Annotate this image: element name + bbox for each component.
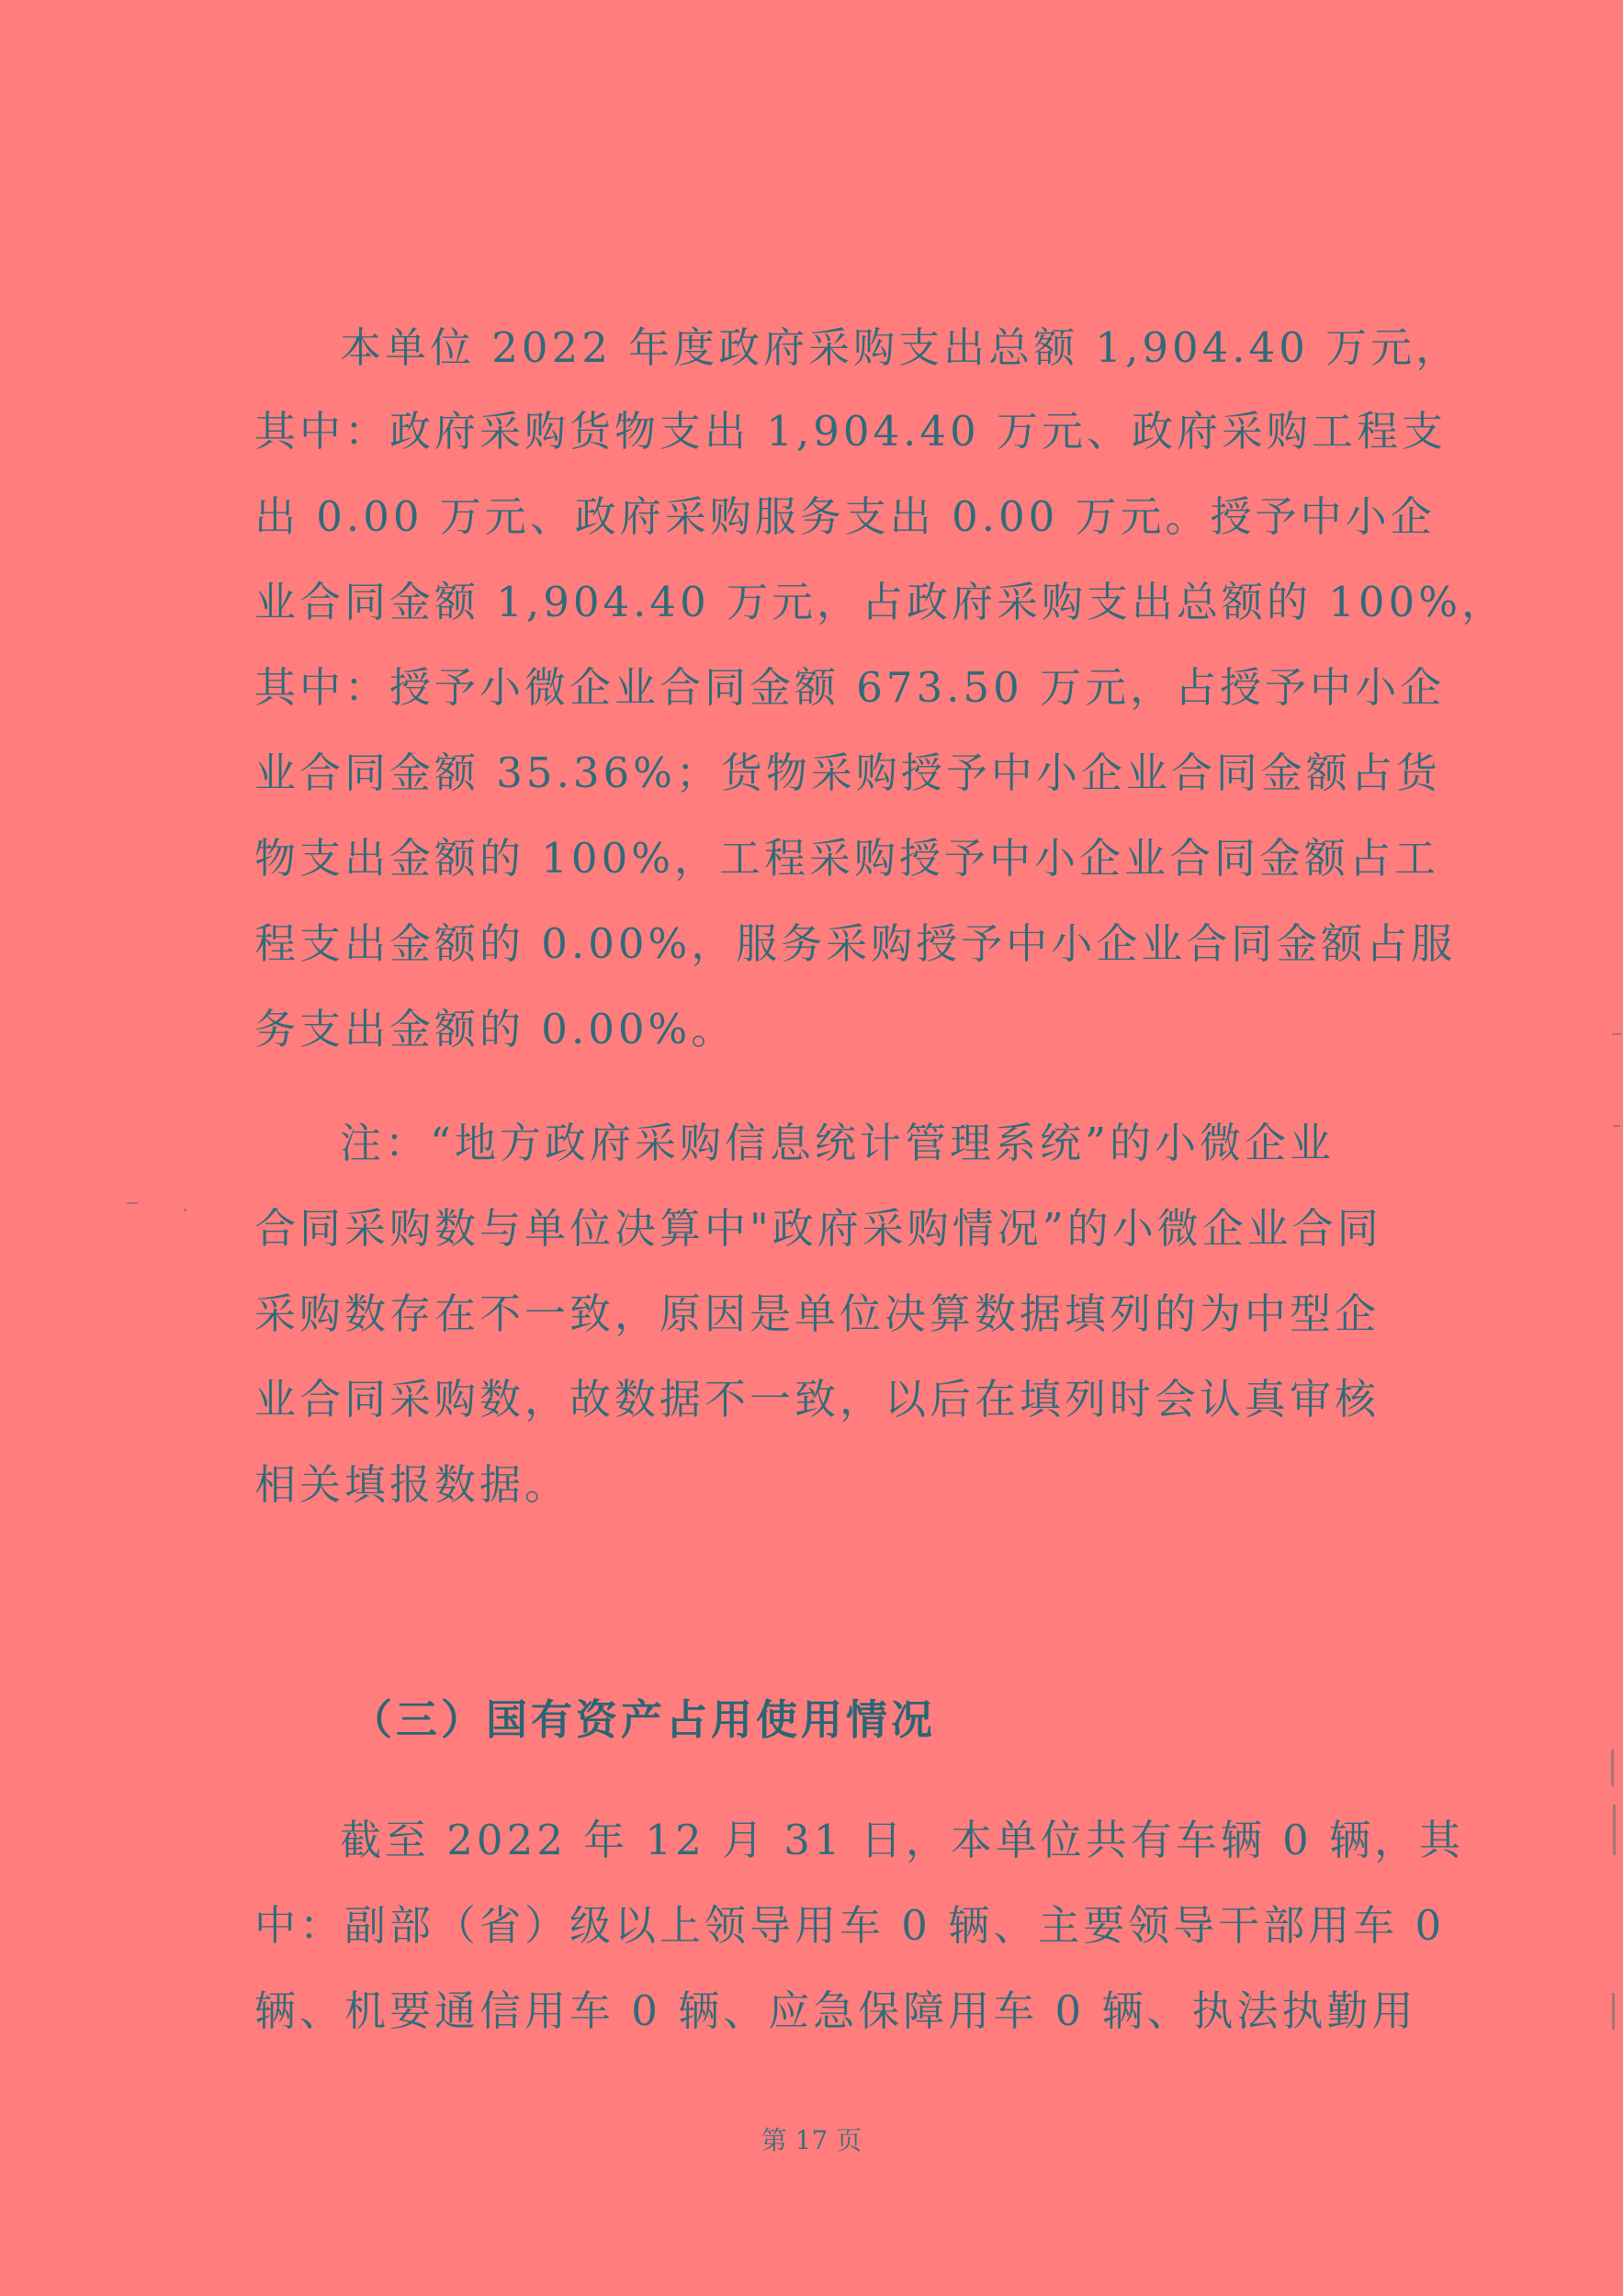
paragraph-1-line-7: 物支出金额的 100%，工程采购授予中小企业合同金额占工: [254, 834, 1439, 883]
scan-edge-mark: [1613, 1125, 1620, 1127]
scan-edge-mark: [1613, 1805, 1616, 1855]
paragraph-2-line-3: 辆、机要通信用车 0 辆、应急保障用车 0 辆、执法执勤用: [254, 1986, 1417, 2035]
page-number: 第 17 页: [761, 2125, 862, 2155]
scan-edge-mark: [1612, 1993, 1615, 2030]
paragraph-2-line-1: 截至 2022 年 12 月 31 日，本单位共有车辆 0 辆，其: [340, 1816, 1465, 1864]
scan-edge-mark: [1612, 1033, 1621, 1035]
note-line-1: 注：“地方政府采购信息统计管理系统”的小微企业: [340, 1119, 1336, 1167]
section-heading: （三）国有资产占用使用情况: [351, 1695, 937, 1744]
note-line-5: 相关填报数据。: [254, 1460, 570, 1509]
scan-edge-mark: [184, 1209, 186, 1211]
paragraph-2-line-2: 中：副部（省）级以上领导用车 0 辆、主要领导干部用车 0: [254, 1901, 1446, 1950]
scan-edge-mark: [127, 1202, 138, 1204]
note-line-2: 合同采购数与单位决算中"政府采购情况”的小微企业合同: [254, 1204, 1382, 1253]
note-line-3: 采购数存在不一致，原因是单位决算数据填列的为中型企: [254, 1289, 1381, 1338]
scan-edge-mark: [1611, 1750, 1614, 1786]
paragraph-1-line-3: 出 0.00 万元、政府采购服务支出 0.00 万元。授予中小企: [254, 492, 1436, 541]
paragraph-1-line-4: 业合同金额 1,904.40 万元，占政府采购支出总额的 100%，: [254, 578, 1506, 626]
paragraph-1-line-5: 其中：授予小微企业合同金额 673.50 万元，占授予中小企: [254, 663, 1446, 712]
paragraph-1-line-9: 务支出金额的 0.00%。: [254, 1005, 737, 1053]
paragraph-1-line-2: 其中：政府采购货物支出 1,904.40 万元、政府采购工程支: [254, 407, 1448, 456]
note-line-4: 业合同采购数，故数据不一致，以后在填列时会认真审核: [254, 1375, 1381, 1424]
paragraph-1-line-8: 程支出金额的 0.00%，服务采购授予中小企业合同金额占服: [254, 919, 1457, 968]
paragraph-1-line-6: 业合同金额 35.36%；货物采购授予中小企业合同金额占货: [254, 748, 1441, 797]
paragraph-1-line-1: 本单位 2022 年度政府采购支出总额 1,904.40 万元，: [340, 323, 1461, 372]
